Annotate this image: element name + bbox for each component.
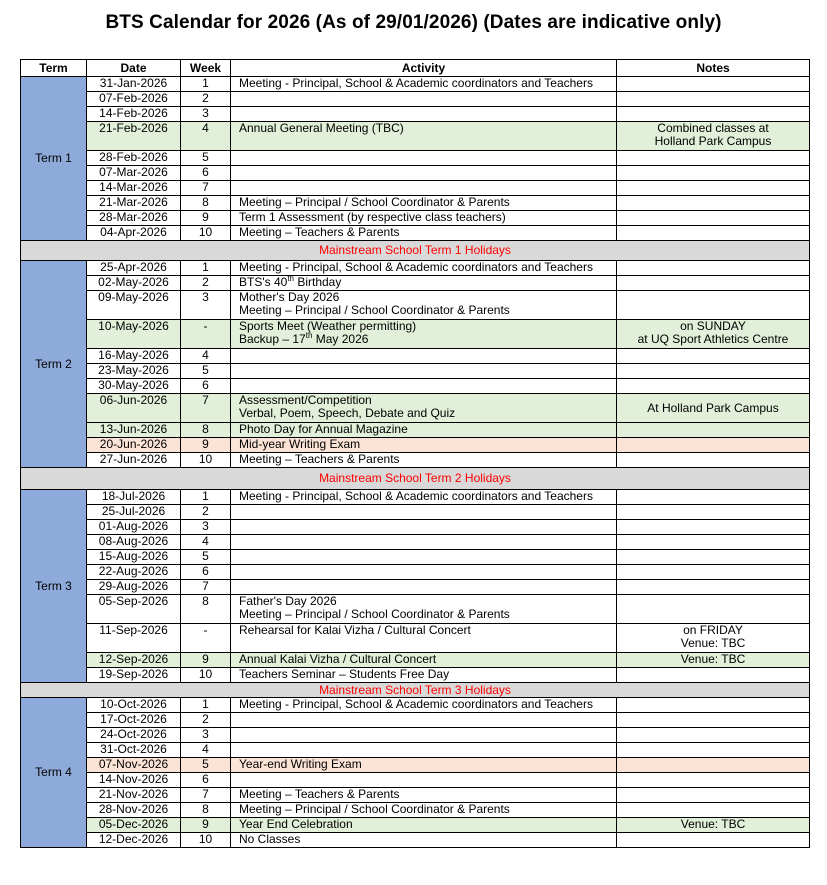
table-row bbox=[21, 320, 810, 349]
table-row bbox=[21, 291, 810, 320]
activity-cell bbox=[231, 728, 617, 743]
activity-cell: Mid-year Writing Exam bbox=[231, 438, 617, 453]
activity-cell bbox=[231, 565, 617, 580]
activity-cell: Rehearsal for Kalai Vizha / Cultural Concert bbox=[231, 624, 617, 653]
notes-cell bbox=[617, 122, 810, 151]
week-cell: 10 bbox=[181, 833, 231, 848]
date-cell: 07-Nov-2026 bbox=[87, 758, 181, 773]
activity-text: BTS's 40 bbox=[239, 275, 288, 289]
date-cell: 10-Oct-2026 bbox=[87, 698, 181, 713]
table-row bbox=[21, 438, 810, 453]
activity-cell: Meeting – Teachers & Parents bbox=[231, 226, 617, 241]
activity-line: Meeting – Principal / School Coordinator & Parents bbox=[239, 607, 510, 621]
activity-line: Father's Day 2026 bbox=[239, 594, 337, 608]
activity-cell bbox=[231, 276, 617, 291]
activity-cell bbox=[231, 291, 617, 320]
activity-cell: Meeting – Principal / School Coordinator & Parents bbox=[231, 196, 617, 211]
term-label: Term 1 bbox=[21, 77, 87, 241]
week-cell: 7 bbox=[181, 181, 231, 196]
activity-text: Backup – 17 bbox=[239, 332, 306, 346]
holiday-row bbox=[21, 241, 810, 261]
notes-cell bbox=[617, 535, 810, 550]
table-row bbox=[21, 453, 810, 468]
notes-cell bbox=[617, 226, 810, 241]
notes-cell bbox=[617, 728, 810, 743]
date-cell: 27-Jun-2026 bbox=[87, 453, 181, 468]
table-row bbox=[21, 520, 810, 535]
notes-cell bbox=[617, 423, 810, 438]
calendar-table bbox=[20, 59, 810, 848]
notes-cell bbox=[617, 349, 810, 364]
week-cell: 7 bbox=[181, 580, 231, 595]
date-cell: 12-Sep-2026 bbox=[87, 653, 181, 668]
date-cell: 07-Mar-2026 bbox=[87, 166, 181, 181]
activity-line: Sports Meet (Weather permitting) bbox=[239, 319, 417, 333]
week-cell: 1 bbox=[181, 261, 231, 276]
date-cell: 14-Nov-2026 bbox=[87, 773, 181, 788]
week-cell: 9 bbox=[181, 818, 231, 833]
week-cell: 1 bbox=[181, 698, 231, 713]
activity-cell bbox=[231, 92, 617, 107]
notes-cell bbox=[617, 379, 810, 394]
notes-cell bbox=[617, 520, 810, 535]
date-cell: 06-Jun-2026 bbox=[87, 394, 181, 423]
table-row bbox=[21, 181, 810, 196]
week-cell: 1 bbox=[181, 490, 231, 505]
activity-cell bbox=[231, 505, 617, 520]
notes-cell bbox=[617, 453, 810, 468]
date-cell: 21-Mar-2026 bbox=[87, 196, 181, 211]
table-row bbox=[21, 107, 810, 122]
notes-cell bbox=[617, 743, 810, 758]
date-cell: 25-Apr-2026 bbox=[87, 261, 181, 276]
date-cell: 17-Oct-2026 bbox=[87, 713, 181, 728]
week-cell: 10 bbox=[181, 226, 231, 241]
date-cell: 23-May-2026 bbox=[87, 364, 181, 379]
activity-cell: Year End Celebration bbox=[231, 818, 617, 833]
week-cell: 4 bbox=[181, 122, 231, 151]
activity-cell bbox=[231, 379, 617, 394]
notes-cell bbox=[617, 77, 810, 92]
header-row bbox=[21, 60, 810, 77]
table-row bbox=[21, 490, 810, 505]
table-row bbox=[21, 261, 810, 276]
activity-cell: Meeting - Principal, School & Academic coordinators and Teachers bbox=[231, 698, 617, 713]
activity-cell: Term 1 Assessment (by respective class teachers) bbox=[231, 211, 617, 226]
date-cell: 22-Aug-2026 bbox=[87, 565, 181, 580]
table-row bbox=[21, 151, 810, 166]
activity-cell: Meeting - Principal, School & Academic coordinators and Teachers bbox=[231, 490, 617, 505]
table-row bbox=[21, 166, 810, 181]
week-cell: 2 bbox=[181, 92, 231, 107]
activity-cell: Year-end Writing Exam bbox=[231, 758, 617, 773]
activity-text: Birthday bbox=[293, 275, 342, 289]
activity-line: Assessment/Competition bbox=[239, 393, 372, 407]
notes-cell bbox=[617, 107, 810, 122]
activity-line: Verbal, Poem, Speech, Debate and Quiz bbox=[239, 406, 456, 420]
week-cell: 8 bbox=[181, 595, 231, 624]
header-term: Term bbox=[21, 60, 87, 77]
page-title: BTS Calendar for 2026 (As of 29/01/2026) (Dates are indicative only) bbox=[105, 12, 722, 33]
table-row bbox=[21, 668, 810, 683]
notes-cell bbox=[617, 505, 810, 520]
table-row bbox=[21, 580, 810, 595]
table-row bbox=[21, 226, 810, 241]
table-row bbox=[21, 833, 810, 848]
date-cell: 02-May-2026 bbox=[87, 276, 181, 291]
table-row bbox=[21, 211, 810, 226]
date-cell: 07-Feb-2026 bbox=[87, 92, 181, 107]
notes-cell bbox=[617, 758, 810, 773]
table-row bbox=[21, 550, 810, 565]
week-cell: 7 bbox=[181, 788, 231, 803]
header-activity: Activity bbox=[231, 60, 617, 77]
week-cell: 9 bbox=[181, 653, 231, 668]
notes-cell bbox=[617, 788, 810, 803]
activity-cell bbox=[231, 166, 617, 181]
table-row bbox=[21, 92, 810, 107]
table-row bbox=[21, 349, 810, 364]
week-cell: 2 bbox=[181, 713, 231, 728]
table-row bbox=[21, 122, 810, 151]
week-cell: 1 bbox=[181, 77, 231, 92]
week-cell: 2 bbox=[181, 505, 231, 520]
activity-cell: Annual Kalai Vizha / Cultural Concert bbox=[231, 653, 617, 668]
week-cell: 6 bbox=[181, 166, 231, 181]
notes-cell bbox=[617, 773, 810, 788]
notes-cell bbox=[617, 181, 810, 196]
week-cell: 8 bbox=[181, 803, 231, 818]
table-row bbox=[21, 595, 810, 624]
activity-line: Meeting – Principal / School Coordinator & Parents bbox=[239, 303, 510, 317]
activity-cell bbox=[231, 349, 617, 364]
notes-cell: At Holland Park Campus bbox=[617, 394, 810, 423]
date-cell: 31-Oct-2026 bbox=[87, 743, 181, 758]
date-cell: 24-Oct-2026 bbox=[87, 728, 181, 743]
holiday-label: Mainstream School Term 3 Holidays bbox=[21, 683, 810, 698]
notes-cell bbox=[617, 490, 810, 505]
date-cell: 28-Feb-2026 bbox=[87, 151, 181, 166]
notes-line: Venue: TBC bbox=[680, 636, 746, 650]
notes-line: Holland Park Campus bbox=[654, 134, 772, 148]
week-cell: 6 bbox=[181, 565, 231, 580]
date-cell: 09-May-2026 bbox=[87, 291, 181, 320]
notes-cell bbox=[617, 833, 810, 848]
week-cell: 10 bbox=[181, 453, 231, 468]
week-cell: 7 bbox=[181, 394, 231, 423]
table-row bbox=[21, 379, 810, 394]
notes-cell bbox=[617, 151, 810, 166]
notes-line: on SUNDAY bbox=[680, 319, 746, 333]
date-cell: 12-Dec-2026 bbox=[87, 833, 181, 848]
activity-cell bbox=[231, 535, 617, 550]
table-row bbox=[21, 758, 810, 773]
activity-cell bbox=[231, 394, 617, 423]
holiday-label: Mainstream School Term 1 Holidays bbox=[21, 241, 810, 261]
notes-line: on FRIDAY bbox=[683, 623, 743, 637]
table-row bbox=[21, 743, 810, 758]
activity-cell: Meeting - Principal, School & Academic coordinators and Teachers bbox=[231, 77, 617, 92]
activity-cell bbox=[231, 713, 617, 728]
notes-cell bbox=[617, 698, 810, 713]
date-cell: 13-Jun-2026 bbox=[87, 423, 181, 438]
date-cell: 14-Feb-2026 bbox=[87, 107, 181, 122]
holiday-label: Mainstream School Term 2 Holidays bbox=[21, 468, 810, 490]
date-cell: 20-Jun-2026 bbox=[87, 438, 181, 453]
header-week: Week bbox=[181, 60, 231, 77]
notes-cell bbox=[617, 668, 810, 683]
term-label: Term 4 bbox=[21, 698, 87, 848]
date-cell: 14-Mar-2026 bbox=[87, 181, 181, 196]
activity-cell: No Classes bbox=[231, 833, 617, 848]
table-row bbox=[21, 565, 810, 580]
table-row bbox=[21, 653, 810, 668]
activity-cell bbox=[231, 580, 617, 595]
week-cell: 8 bbox=[181, 196, 231, 211]
table-row bbox=[21, 423, 810, 438]
activity-text: May 2026 bbox=[312, 332, 369, 346]
holiday-row bbox=[21, 468, 810, 490]
date-cell: 05-Sep-2026 bbox=[87, 595, 181, 624]
table-row bbox=[21, 505, 810, 520]
date-cell: 11-Sep-2026 bbox=[87, 624, 181, 653]
date-cell: 16-May-2026 bbox=[87, 349, 181, 364]
table-row bbox=[21, 624, 810, 653]
date-cell: 30-May-2026 bbox=[87, 379, 181, 394]
activity-line: Mother's Day 2026 bbox=[239, 290, 340, 304]
date-cell: 25-Jul-2026 bbox=[87, 505, 181, 520]
table-row bbox=[21, 196, 810, 211]
notes-cell bbox=[617, 196, 810, 211]
week-cell: 8 bbox=[181, 423, 231, 438]
week-cell: 4 bbox=[181, 349, 231, 364]
week-cell: 4 bbox=[181, 743, 231, 758]
holiday-row bbox=[21, 683, 810, 698]
table-row bbox=[21, 394, 810, 423]
notes-cell bbox=[617, 211, 810, 226]
notes-cell bbox=[617, 276, 810, 291]
date-cell: 28-Mar-2026 bbox=[87, 211, 181, 226]
notes-cell: Venue: TBC bbox=[617, 653, 810, 668]
notes-cell bbox=[617, 364, 810, 379]
week-cell: 5 bbox=[181, 151, 231, 166]
notes-cell bbox=[617, 291, 810, 320]
activity-cell bbox=[231, 550, 617, 565]
activity-cell bbox=[231, 364, 617, 379]
table-row bbox=[21, 803, 810, 818]
activity-cell: Meeting - Principal, School & Academic coordinators and Teachers bbox=[231, 261, 617, 276]
table-row bbox=[21, 77, 810, 92]
notes-cell bbox=[617, 803, 810, 818]
date-cell: 21-Nov-2026 bbox=[87, 788, 181, 803]
term-label: Term 3 bbox=[21, 490, 87, 683]
header-date: Date bbox=[87, 60, 181, 77]
week-cell: 5 bbox=[181, 550, 231, 565]
week-cell: 5 bbox=[181, 364, 231, 379]
table-row bbox=[21, 364, 810, 379]
notes-cell bbox=[617, 565, 810, 580]
table-row bbox=[21, 788, 810, 803]
date-cell: 21-Feb-2026 bbox=[87, 122, 181, 151]
notes-cell bbox=[617, 261, 810, 276]
table-row bbox=[21, 818, 810, 833]
notes-cell bbox=[617, 320, 810, 349]
date-cell: 05-Dec-2026 bbox=[87, 818, 181, 833]
activity-cell bbox=[231, 320, 617, 349]
table-row bbox=[21, 773, 810, 788]
week-cell: 6 bbox=[181, 773, 231, 788]
date-cell: 15-Aug-2026 bbox=[87, 550, 181, 565]
activity-cell bbox=[231, 773, 617, 788]
week-cell: 2 bbox=[181, 276, 231, 291]
week-cell: 9 bbox=[181, 438, 231, 453]
notes-cell bbox=[617, 595, 810, 624]
notes-cell bbox=[617, 438, 810, 453]
activity-cell: Meeting – Teachers & Parents bbox=[231, 788, 617, 803]
notes-cell bbox=[617, 92, 810, 107]
notes-cell bbox=[617, 550, 810, 565]
date-cell: 19-Sep-2026 bbox=[87, 668, 181, 683]
notes-cell bbox=[617, 624, 810, 653]
date-cell: 31-Jan-2026 bbox=[87, 77, 181, 92]
table-row bbox=[21, 728, 810, 743]
week-cell: 10 bbox=[181, 668, 231, 683]
notes-cell bbox=[617, 166, 810, 181]
activity-cell bbox=[231, 595, 617, 624]
activity-cell: Photo Day for Annual Magazine bbox=[231, 423, 617, 438]
week-cell: 3 bbox=[181, 728, 231, 743]
week-cell: - bbox=[181, 320, 231, 349]
week-cell: 3 bbox=[181, 107, 231, 122]
notes-cell bbox=[617, 713, 810, 728]
activity-cell: Meeting – Teachers & Parents bbox=[231, 453, 617, 468]
activity-cell bbox=[231, 743, 617, 758]
activity-cell: Annual General Meeting (TBC) bbox=[231, 122, 617, 151]
table-row bbox=[21, 713, 810, 728]
activity-cell bbox=[231, 520, 617, 535]
activity-cell bbox=[231, 181, 617, 196]
date-cell: 18-Jul-2026 bbox=[87, 490, 181, 505]
week-cell: 3 bbox=[181, 520, 231, 535]
activity-cell: Meeting – Principal / School Coordinator & Parents bbox=[231, 803, 617, 818]
table-row bbox=[21, 698, 810, 713]
week-cell: 3 bbox=[181, 291, 231, 320]
date-cell: 10-May-2026 bbox=[87, 320, 181, 349]
date-cell: 01-Aug-2026 bbox=[87, 520, 181, 535]
activity-cell: Teachers Seminar – Students Free Day bbox=[231, 668, 617, 683]
notes-line: Combined classes at bbox=[657, 121, 769, 135]
week-cell: 6 bbox=[181, 379, 231, 394]
date-cell: 29-Aug-2026 bbox=[87, 580, 181, 595]
date-cell: 04-Apr-2026 bbox=[87, 226, 181, 241]
term-label: Term 2 bbox=[21, 261, 87, 468]
notes-cell: Venue: TBC bbox=[617, 818, 810, 833]
notes-line: at UQ Sport Athletics Centre bbox=[637, 332, 789, 346]
table-row bbox=[21, 535, 810, 550]
week-cell: - bbox=[181, 624, 231, 653]
activity-cell bbox=[231, 151, 617, 166]
week-cell: 4 bbox=[181, 535, 231, 550]
week-cell: 5 bbox=[181, 758, 231, 773]
date-cell: 28-Nov-2026 bbox=[87, 803, 181, 818]
header-notes: Notes bbox=[617, 60, 810, 77]
date-cell: 08-Aug-2026 bbox=[87, 535, 181, 550]
notes-cell bbox=[617, 580, 810, 595]
week-cell: 9 bbox=[181, 211, 231, 226]
superscript: th bbox=[287, 275, 294, 283]
superscript: th bbox=[305, 331, 313, 340]
activity-cell bbox=[231, 107, 617, 122]
table-row bbox=[21, 276, 810, 291]
